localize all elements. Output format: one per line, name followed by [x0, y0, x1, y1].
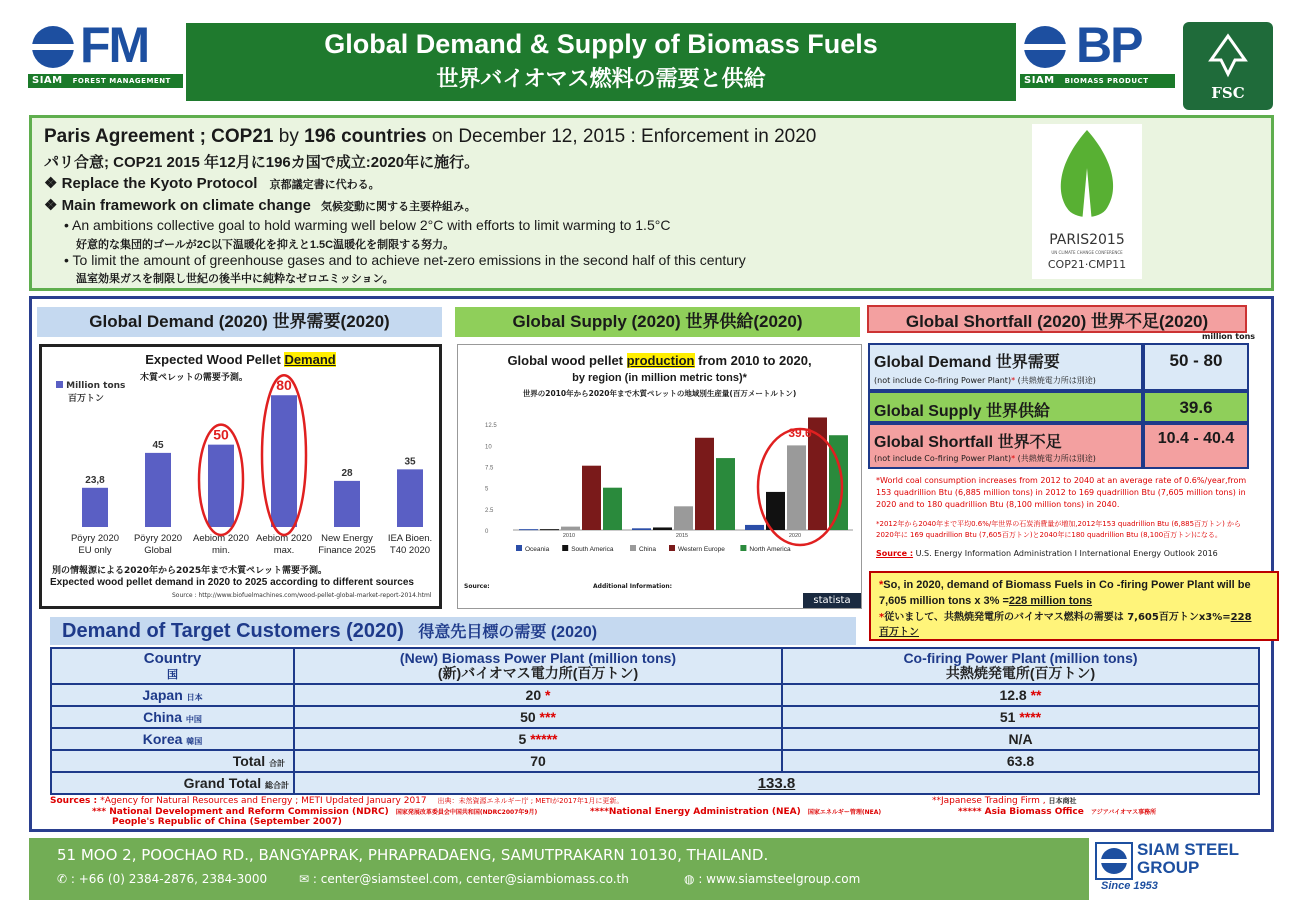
row-country-korea: Korea 韓国 — [51, 728, 294, 750]
legend-swatch — [630, 545, 636, 551]
supply-bar — [745, 525, 764, 530]
supply-bar — [540, 529, 559, 530]
table-row — [51, 684, 1259, 706]
globe-icon — [30, 24, 76, 70]
paris2015-logo — [1032, 124, 1142, 279]
demand-category-label: min. — [212, 545, 230, 556]
total-label: Total 合計 — [51, 750, 294, 772]
demand-value-label: 50 — [213, 426, 229, 443]
legend-swatch — [669, 545, 675, 551]
shortfall-label: Global Shortfall 世界不足 — [874, 434, 1062, 451]
shortfall-note: (not include Co-firing Power Plant)* (共熱焼電力所は別途) — [874, 454, 1096, 463]
legend-label: Oceania — [525, 546, 550, 553]
mail-icon: ✉ — [299, 872, 310, 886]
main-panel — [29, 296, 1274, 832]
supply-bar — [674, 506, 693, 530]
supply-y-tick: 12.5 — [485, 423, 497, 430]
shortfall-demand-label: Global Demand 世界需要 — [874, 354, 1060, 371]
cofiring-note-en: *So, in 2020, demand of Biomass Fuels in Co -firing Power Plant will be 7,605 million tons x 3% =228 million tons — [879, 579, 1251, 607]
demand-value-label: 45 — [152, 439, 164, 451]
col-cofiring: Co-firing Power Plant (million tons) 共熱焼発電所(百万トン) — [782, 648, 1259, 684]
cofiring-note-jp: *従いまして、共熱焼発電所のバイオマス燃料の需要は 7,605百万トンx3%=228百万トン — [879, 612, 1252, 638]
demand-bar — [397, 469, 423, 527]
demand-value-label: 35 — [404, 456, 416, 468]
demand-bar — [334, 481, 360, 527]
footer-phone[interactable]: ✆ : +66 (0) 2384-2876, 2384-3000 — [57, 872, 268, 886]
shortfall-unit: million tons — [1202, 332, 1256, 341]
demand-category-label: Finance 2025 — [318, 545, 376, 556]
tree-check-icon — [1205, 32, 1251, 78]
legend-label: China — [639, 546, 656, 553]
demand-category-label: New Energy — [321, 533, 373, 544]
shortfall-demand-row — [868, 343, 1143, 391]
table-row-grand-total — [51, 772, 1259, 794]
demand-category-label: Aebiom 2020 — [193, 533, 249, 544]
supply-category-label: 2020 — [788, 533, 802, 539]
leaf-icon — [1052, 128, 1122, 228]
supply-bar — [632, 528, 651, 530]
footer-email[interactable]: ✉ : center@siamsteel.com, center@siambiomass.co.th — [299, 872, 629, 886]
col-country: Country 国 — [51, 648, 294, 684]
shortfall-row — [868, 423, 1143, 469]
shortfall-demand-value — [1143, 343, 1249, 391]
supply-y-tick: 10 — [485, 444, 492, 451]
sources-abo: ***** Asia Biomass Office アジアバイオマス事務所 — [958, 807, 1157, 817]
footer-address: 51 MOO 2, POOCHAO RD., BANGYAPRAK, PHRAPRADAENG, SAMUTPRAKARN 10130, THAILAND. — [57, 846, 769, 864]
cop21-text: COP21·CMP11 — [1047, 258, 1127, 271]
supply-chart-title-2: by region (in million metric tons)* — [572, 372, 747, 384]
coal-footnote-en: *World coal consumption increases from 2012 to 2040 at an average rate of 0.6%/year,from 153 quadrillion Btu (6,885 million tons) in 2012 to 169 quadrillion Btu (7,605 million tons) in 2020 and to 180 quadrillion Btu (8,100 million tons) in 2040. — [876, 476, 1247, 509]
statista-logo: statista — [803, 593, 861, 608]
demand-value-label: 28 — [341, 467, 353, 479]
row-new-china: 50 *** — [294, 706, 782, 728]
siam-bp-logo — [1020, 17, 1175, 88]
supply-bar — [561, 527, 580, 530]
siam-steel-text: SIAM STEEL — [1137, 840, 1240, 859]
sub-bullet-2-jp: 温室効果ガスを制限し世紀の後半中に純粋なゼロエミッション。 — [76, 273, 394, 285]
demand-bar — [145, 453, 171, 527]
supply-y-tick: 0 — [485, 529, 489, 535]
demand-value-label: 23,8 — [85, 474, 105, 486]
siam-fm-logo — [28, 17, 183, 99]
table-row — [51, 706, 1259, 728]
supply-y-tick: 7.5 — [485, 465, 494, 472]
supply-y-tick: 2.5 — [485, 507, 494, 514]
supply-annotation: 39.6 — [788, 426, 812, 440]
supply-bar — [695, 438, 714, 530]
shortfall-supply-value-text: 39.6 — [1179, 398, 1213, 417]
demand-category-label: Global — [144, 545, 172, 556]
paris2015-text: PARIS2015 — [1049, 232, 1125, 248]
page-title: Global Demand & Supply of Biomass Fuels — [324, 29, 878, 59]
supply-category-label: 2015 — [675, 533, 689, 539]
fm-letters: FM — [80, 17, 149, 73]
supply-addl-info: Additional Information: — [593, 583, 673, 590]
cofiring-note-box — [869, 571, 1279, 641]
footer — [29, 838, 1089, 900]
supply-bar — [653, 527, 672, 530]
demand-bar — [82, 488, 108, 527]
legend-swatch — [516, 545, 522, 551]
supply-bar — [787, 445, 806, 530]
siam-label: SIAM FOREST MANAGEMENT LTD. — [28, 74, 183, 88]
demand-footnote-jp: 別の情報源による2020年から2025年まで木質ペレット需要予測。 — [52, 566, 328, 576]
demand-category-label: Aebiom 2020 — [256, 533, 312, 544]
supply-category-label: 2010 — [562, 533, 576, 539]
supply-bar — [582, 466, 601, 530]
demand-footnote-en: Expected wood pellet demand in 2020 to 2025 according to different sources — [50, 577, 414, 588]
bullet-framework: ❖ Main framework on climate change 気候変動に関する主要枠組み。 — [44, 197, 476, 214]
since-text: Since 1953 — [1101, 880, 1158, 892]
shortfall-value — [1143, 423, 1249, 469]
demand-category-label: IEA Bioen. — [387, 533, 433, 544]
col-new-biomass: (New) Biomass Power Plant (million tons) (新)バイオマス電力所(百万トン) — [294, 648, 782, 684]
row-country-japan: Japan 日本 — [51, 684, 294, 706]
supply-bar — [716, 458, 735, 530]
paris-agreement-box — [29, 115, 1274, 291]
demand-bar — [271, 395, 297, 527]
row-country-china: China 中国 — [51, 706, 294, 728]
globe-icon — [1022, 24, 1068, 70]
legend-swatch — [740, 545, 746, 551]
sources-japan-firm: **Japanese Trading Firm , 日本商社 — [932, 796, 1077, 806]
siam-steel-logo — [1095, 840, 1275, 895]
demand-chart — [39, 344, 442, 609]
supply-chart-title: Global wood pellet production from 2010 to 2020, — [507, 353, 812, 368]
global-demand-heading: Global Demand (2020) 世界需要(2020) — [37, 307, 442, 337]
demand-source: Source : http://www.biofuelmachines.com/wood-pellet-global-market-report-2014.html — [172, 592, 432, 599]
globe-icon: ◍ — [684, 872, 695, 886]
total-new: 70 — [294, 750, 782, 772]
shortfall-supply-row — [868, 391, 1143, 423]
target-heading: Demand of Target Customers (2020) 得意先目標の需要 (2020) — [50, 617, 856, 645]
paris2015-subtext: UN CLIMATE CHANGE CONFERENCE — [1051, 250, 1123, 255]
global-supply-heading: Global Supply (2020) 世界供給(2020) — [455, 307, 860, 337]
shortfall-demand-note: (not include Co-firing Power Plant)* (共熱焼電力所は別途) — [874, 376, 1096, 385]
row-co-china: 51 **** — [782, 706, 1259, 728]
bullet-kyoto: ❖ Replace the Kyoto Protocol 京都議定書に代わる。 — [44, 175, 380, 192]
page-title-jp: 世界バイオマス燃料の需要と供給 — [436, 67, 766, 92]
shortfall-demand-value-text: 50 - 80 — [1169, 351, 1223, 370]
group-text: GROUP — [1137, 858, 1200, 877]
sources-ndrc-2: People's Republic of China (September 2007) — [112, 817, 342, 827]
demand-category-label: T40 2020 — [389, 545, 431, 556]
legend-label: Western Europe — [678, 546, 725, 553]
shortfall-value-text: 10.4 - 40.4 — [1157, 430, 1235, 447]
coal-source: Source : U.S. Energy Information Administration I International Energy Outlook 2016 — [876, 549, 1218, 558]
siam-label: SIAM BIOMASS PRODUCT — [1020, 74, 1175, 88]
sources-line-1: Sources : *Agency for Natural Resources and Energy ; METI Updated January 2017 出典：未然資源エネルギー庁 ; METIが2017年1月に更新。 — [50, 796, 624, 806]
coal-footnote-jp: *2012年から2040年まで平均0.6%/年世界の石炭消費量が増加,2012年153 quadrillion Btu (6,885百万トン) から2020年に 169 quadrillion Btu (7,605百万トン)と2040年に180 quadrillion Btu (8,100百万トン)になる。 — [876, 520, 1242, 539]
phone-icon: ✆ — [57, 872, 68, 886]
sources-ndrc: *** National Development and Reform Commission (NDRC) 国家発展改革委員会中国共和国(NDRC2007年9月) — [92, 807, 538, 817]
legend-swatch — [562, 545, 568, 551]
row-co-japan: 12.8 ** — [782, 684, 1259, 706]
supply-bar — [519, 529, 538, 530]
target-table — [50, 647, 1260, 795]
demand-chart-title-jp: 木質ペレットの需要予測。 — [140, 373, 248, 383]
total-co: 63.8 — [782, 750, 1259, 772]
row-co-korea: N/A — [782, 728, 1259, 750]
demand-category-label: Pöyry 2020 — [133, 533, 183, 544]
table-row — [51, 728, 1259, 750]
sub-bullet-1: • An ambitions collective goal to hold warming well below 2°C with efforts to limit warming to 1.5°C — [64, 217, 671, 233]
global-shortfall-heading: Global Shortfall (2020) 世界不足(2020) — [867, 305, 1247, 333]
legend-label: North America — [749, 546, 791, 553]
bp-letters: BP — [1076, 17, 1142, 73]
table-row-total — [51, 750, 1259, 772]
demand-category-label: EU only — [78, 545, 112, 556]
supply-y-tick: 5 — [485, 486, 489, 493]
grand-total-label: Grand Total 総合計 — [51, 772, 294, 794]
demand-chart-title: Expected Wood Pellet Demand — [145, 352, 336, 367]
row-new-korea: 5 ***** — [294, 728, 782, 750]
sub-bullet-2: • To limit the amount of greenhouse gases and to achieve net-zero emissions in the second half of this century — [64, 252, 746, 268]
supply-chart — [457, 344, 862, 609]
title-bar — [186, 23, 1016, 101]
demand-value-label: 80 — [276, 377, 292, 394]
supply-chart-title-jp: 世界の2010年から2020年まで木質ペレットの地域別生産量(百万メートルトン) — [522, 389, 797, 398]
paris-line-jp: パリ合意; COP21 2015 年12月に196カ国で成立:2020年に施行。 — [44, 154, 480, 171]
paris-line-1: Paris Agreement ; COP21 by 196 countries on December 12, 2015 : Enforcement in 2020 — [44, 126, 817, 147]
shortfall-supply-value — [1143, 391, 1249, 423]
supply-bars — [458, 345, 861, 608]
shortfall-supply-label: Global Supply 世界供給 — [874, 403, 1051, 420]
grand-total-value: 133.8 — [294, 772, 1259, 794]
supply-bar — [603, 488, 622, 530]
sources-nea: ****National Energy Administration (NEA) 国家エネルギー管理(NEA) — [590, 807, 882, 817]
supply-source: Source: — [464, 583, 490, 590]
sub-bullet-1-jp: 好意的な集団的ゴールが2C以下温暖化を抑えと1.5C温暖化を制限する努力。 — [76, 239, 455, 251]
legend-label: South America — [571, 546, 614, 553]
demand-category-label: Pöyry 2020 — [70, 533, 120, 544]
demand-bar — [208, 445, 234, 527]
footer-web[interactable]: ◍ : www.siamsteelgroup.com — [684, 872, 861, 886]
demand-category-label: max. — [273, 545, 295, 556]
fsc-label: FSC — [1211, 84, 1245, 102]
demand-legend: Million tons 百万トン — [56, 381, 125, 404]
row-new-japan: 20 * — [294, 684, 782, 706]
steel-globe-icon — [1095, 842, 1133, 880]
fsc-logo — [1183, 22, 1273, 110]
